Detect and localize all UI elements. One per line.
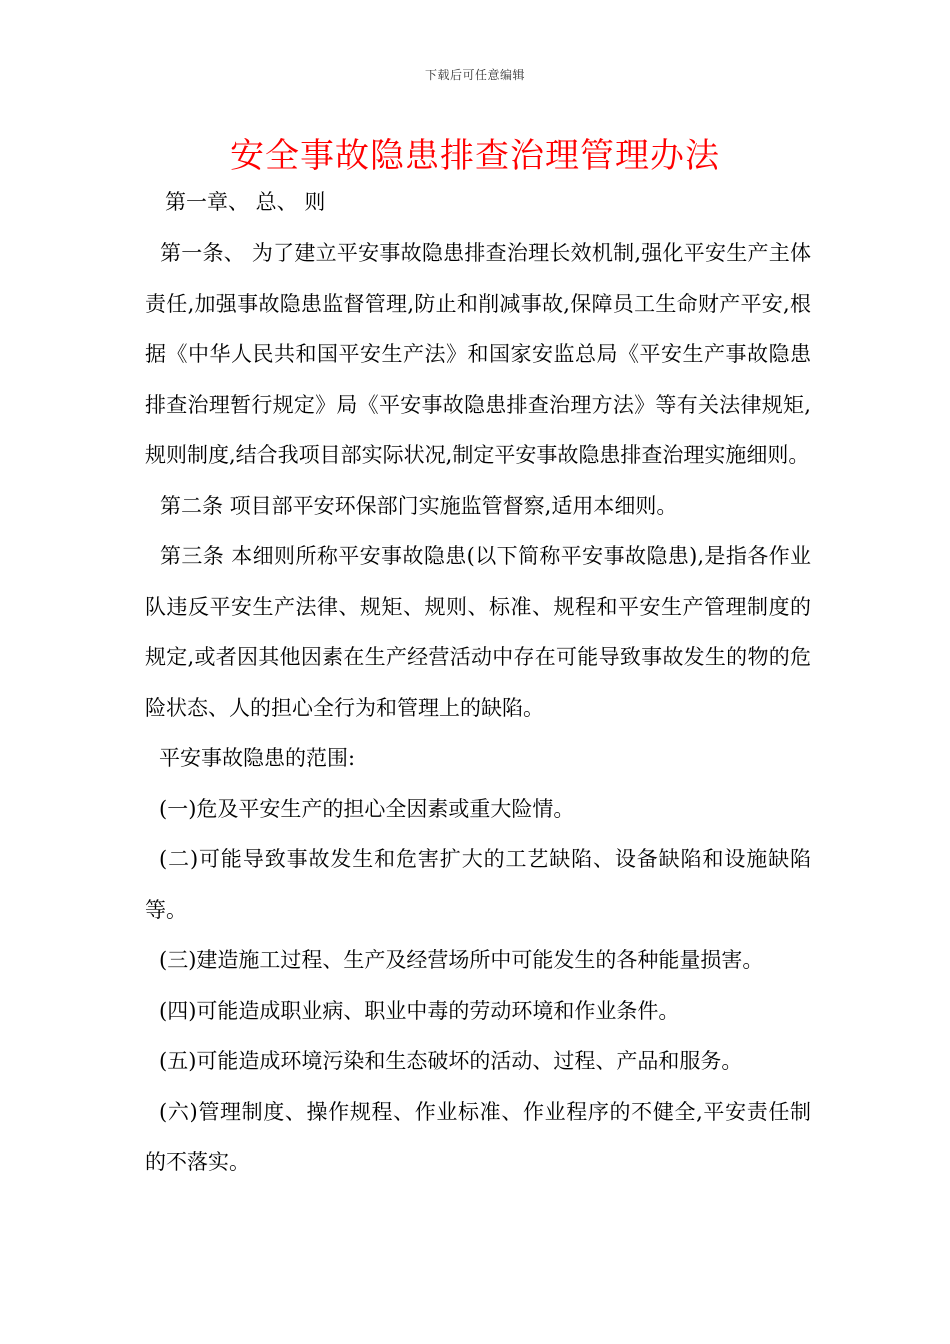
- list-item-scope-4: (四)可能造成职业病、职业中毒的劳动环境和作业条件。: [159, 998, 680, 1023]
- list-item-scope-5: (五)可能造成环境污染和生态破坏的活动、过程、产品和服务。: [159, 1049, 743, 1073]
- list-item-scope-1: (一)危及平安生产的担心全因素或重大险情。: [159, 796, 575, 821]
- list-item-scope-2: (二)可能导致事故发生和危害扩大的工艺缺陷、设备缺陷和设施缺陷等。: [145, 847, 811, 922]
- paragraph-scope-intro: 平安事故隐患的范围:: [159, 746, 356, 770]
- chapter-heading: 第一章、 总、 则: [165, 190, 326, 214]
- document-title: 安全事故隐患排查治理管理办法: [230, 136, 720, 176]
- list-item-scope-3: (三)建造施工过程、生产及经营场所中可能发生的各种能量损害。: [159, 948, 764, 972]
- paragraph-article-2: 第二条 项目部平安环保部门实施监管督察,适用本细则。: [160, 493, 678, 518]
- paragraph-article-1: 第一条、 为了建立平安事故隐患排查治理长效机制,强化平安生产主体责任,加强事故隐患监督管理,防止和削减事故,保障员工生命财产平安,根据《中华人民共和国平安生产法》和国家安监总局《平安生产事故隐患排查治理暂行规定》局《平安事故隐患排查治理方法》等有关法律规矩,规则制度,结合我项目部实际状况,制定平安事故隐患排查治理实施细则。: [145, 241, 811, 467]
- list-item-scope-6: (六)管理制度、操作规程、作业标准、作业程序的不健全,平安责任制的不落实。: [145, 1099, 811, 1174]
- header-note: 下载后可任意编辑: [424, 68, 525, 82]
- paragraph-article-3: 第三条 本细则所称平安事故隐患(以下简称平安事故隐患),是指各作业队违反平安生产法律、规矩、规则、标准、规程和平安生产管理制度的规定,或者因其他因素在生产经营活动中存在可能导致事故发生的物的危险状态、人的担心全行为和管理上的缺陷。: [145, 544, 811, 720]
- document-body: [145, 186, 811, 1188]
